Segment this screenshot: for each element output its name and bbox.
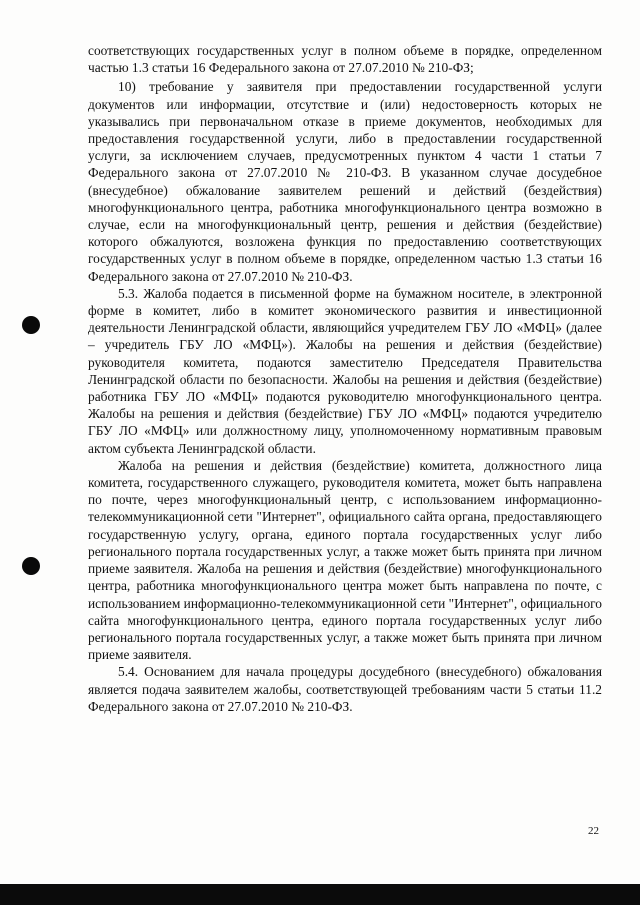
scan-edge-bar bbox=[0, 884, 640, 905]
paragraph-5-4: 5.4. Основанием для начала процедуры досудебного (внесудебного) обжалования является подача заявителем жалобы, соответствующей требованиям части 5 статьи 11.2 Федерального закона от 27.07.2010 № 210-ФЗ. bbox=[88, 664, 602, 714]
paragraph-5-3: 5.3. Жалоба подается в письменной форме на бумажном носителе, в электронной форме в комитет, либо в комитет экономического развития и инвестиционной деятельности Ленинградской области, являющийся учредителем ГБУ ЛО «МФЦ» (далее – учредитель ГБУ ЛО «МФЦ»). Жалобы на решения и действия (бездействие) руководителя комитета, подаются заместителю Председателя Правительства Ленинградской области по безопасности. Жалобы на решения и действия (бездействие) работника ГБУ ЛО «МФЦ» подаются руководителю многофункционального центра. Жалобы на решения и действия (бездействие) ГБУ ЛО «МФЦ» подаются учредителю ГБУ ЛО «МФЦ» или должностному лицу, уполномоченному нормативным правовым актом субъекта Ленинградской области. bbox=[88, 285, 602, 456]
document-body bbox=[88, 42, 602, 715]
paragraph-complaint-channels: Жалоба на решения и действия (бездействие) комитета, должностного лица комитета, государственного служащего, руководителя комитета, может быть направлена по почте, через многофункциональный центр, с использованием информационно-телекоммуникационной сети "Интернет", официального сайта органа, предоставляющего государственную услугу, органа, единого портала государственных услуг либо регионального портала государственных услуг, а также может быть принята при личном приеме заявителя. Жалоба на решения и действия (бездействие) многофункционального центра, работника многофункционального центра может быть направлена по почте, с использованием информационно-телекоммуникационной сети "Интернет", официального сайта многофункционального центра, единого портала государственных услуг либо регионального портала государственных услуг, а также может быть принята при личном приеме заявителя. bbox=[88, 457, 602, 663]
paragraph-item-10: 10) требование у заявителя при предоставлении государственной услуги документов или информации, отсутствие и (или) недостоверность которых не указывались при первоначальном отказе в приеме документов, необходимых для предоставления государственной услуги, либо в предоставлении государственной услуги, за исключением случаев, предусмотренных пунктом 4 части 1 статьи 7 Федерального закона от 27.07.2010 № 210-ФЗ. В указанном случае досудебное (внесудебное) обжалование заявителем решений и действий (бездействия) многофункционального центра, работника многофункционального центра возможно в случае, если на многофункциональный центр, решения и действия (бездействие) которого обжалуются, возложена функция по предоставлению соответствующих государственных услуг в полном объеме в порядке, определенном частью 1.3 статьи 16 Федерального закона от 27.07.2010 № 210-ФЗ. bbox=[88, 79, 602, 284]
paragraph-continuation: соответствующих государственных услуг в полном объеме в порядке, определенном частью 1.3 статьи 16 Федерального закона от 27.07.2010 № 210-ФЗ; bbox=[88, 43, 602, 76]
page-number: 22 bbox=[588, 825, 599, 837]
punch-hole-icon bbox=[22, 557, 40, 575]
punch-hole-icon bbox=[22, 316, 40, 334]
